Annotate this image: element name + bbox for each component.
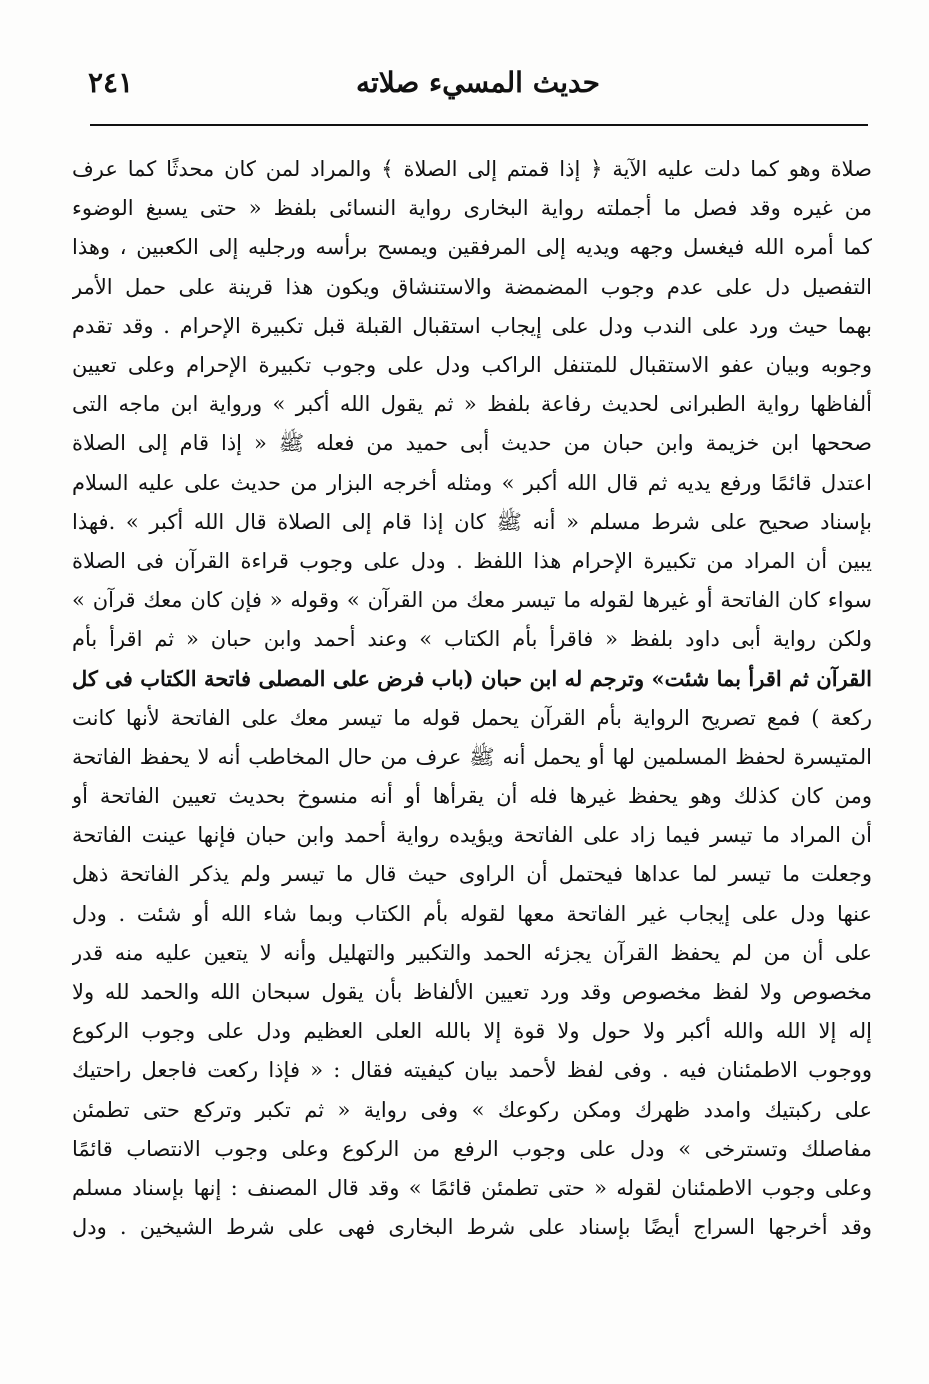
- text-line: على ركبتيك وامدد ظهرك ومكن ركوعك » وفى رواية « ثم تكبر وتركع حتى تطمئن: [72, 1097, 872, 1122]
- text-line: على أن من لم يحفظ القرآن يجزئه الحمد والتكبير والتهليل وأنه لا يتعين عليه منه قدر: [72, 940, 872, 965]
- text-line: مفاصلك وتسترخى » ودل على وجوب الرفع من الركوع وعلى وجوب الانتصاب قائمًا: [72, 1136, 872, 1161]
- text-line: بهما حيث ورد على الندب ودل على إيجاب استقبال القبلة قبل تكبيرة الإحرام . وقد تقدم: [72, 313, 872, 338]
- text-line: عنها ودل على إيجاب غير الفاتحة معها لقوله بأم الكتاب وبما شاء الله أو شئت . ودل: [72, 901, 872, 926]
- text-line: القرآن ثم اقرأ بما شئت» وترجم له ابن حبان (باب فرض على المصلى فاتحة الكتاب فى كل: [72, 666, 872, 692]
- text-line: ركعة ) فمع تصريح الرواية بأم القرآن يحمل قوله ما تيسر معك على الفاتحة لأنها كانت: [72, 705, 872, 730]
- text-line: إله إلا الله والله أكبر ولا حول ولا قوة إلا بالله العلى العظيم ودل على وجوب الركوع: [72, 1019, 872, 1044]
- running-title: حديث المسيء صلاته: [355, 66, 600, 99]
- text-line: ولكن رواية أبى داود بلفظ « فاقرأ بأم الكتاب » وعند أحمد وابن حبان « ثم اقرأ بأم: [72, 627, 872, 652]
- text-line: سواء كان الفاتحة أو غيرها لقوله ما تيسر معك من القرآن » وقوله « فإن كان معك قرآن »: [72, 588, 872, 613]
- text-line: ومن كان كذلك وهو يحفظ غيرها فله أن يقرأها أو أنه منسوخ بحديث تعيين الفاتحة أو: [72, 784, 872, 808]
- text-line: من غيره وقد فصل ما أجملته رواية البخارى رواية النسائى بلفظ « حتى يسبغ الوضوء: [72, 196, 872, 221]
- text-line: مخصوص ولا لفظ مخصوص وقد ورد تعيين الألفاظ بأن يقول سبحان الله والحمد لله ولا: [72, 979, 872, 1004]
- text-line: وجوبه وبيان عفو الاستقبال للمتنفل الراكب ودل على وجوب تكبيرة الإحرام وعلى تعيين: [72, 352, 872, 377]
- text-line: يبين أن المراد من تكبيرة الإحرام هذا اللفظ . ودل على وجوب قراءة القرآن فى الصلاة: [72, 548, 872, 573]
- text-line: صلاة وهو كما دلت عليه الآية ﴿ إذا قمتم إلى الصلاة ﴾ والمراد لمن كان محدثًا كما عرف: [72, 157, 872, 181]
- body-text: [72, 150, 872, 1247]
- text-line: وعلى وجوب الاطمئنان لقوله « حتى تطمئن قائمًا » وقد قال المصنف : إنها بإسناد مسلم: [72, 1175, 872, 1200]
- text-line: وجعلت ما تيسر لما عداها فيحتمل أن الراوى حيث قال ما تيسر ولم يذكر الفاتحة ذهل: [72, 862, 872, 887]
- text-line: أن المراد ما تيسر فيما زاد على الفاتحة ويؤيده رواية أحمد وابن حبان فإنها عينت الفاتحة: [72, 823, 872, 848]
- text-line: اعتدل قائمًا ورفع يديه ثم قال الله أكبر » ومثله أخرجه البزار من حديث على عليه السلام: [72, 470, 872, 495]
- page-number: ٢٤١: [88, 66, 134, 99]
- text-line: ألفاظها رواية الطبرانى لحديث رفاعة بلفظ « ثم يقول الله أكبر » ورواية ابن ماجه التى: [72, 392, 872, 417]
- text-line: كما أمره الله فيغسل وجهه ويديه إلى المرفقين ويمسح برأسه ورجليه إلى الكعبين ، وهذا: [72, 235, 872, 260]
- text-line: بإسناد صحيح على شرط مسلم « أنه ﷺ كان إذا قام إلى الصلاة قال الله أكبر » .فهذا: [72, 509, 872, 534]
- text-line: التفصيل دل على عدم وجوب المضمضة والاستنشاق ويكون هذا قرينة على حمل الأمر: [72, 274, 872, 299]
- text-line: ووجوب الاطمئنان فيه . وفى لفظ لأحمد بيان كيفيته فقال : « فإذا ركعت فاجعل راحتيك: [72, 1058, 872, 1083]
- text-line: وقد أخرجها السراج أيضًا بإسناد على شرط البخارى فهى على شرط الشيخين . ودل: [72, 1215, 872, 1240]
- text-line: صححها ابن خزيمة وابن حبان من حديث أبى حميد من فعله ﷺ « إذا قام إلى الصلاة: [72, 431, 872, 456]
- page-header: [80, 60, 870, 110]
- text-line: المتيسرة لحفظ المسلمين لها أو يحمل أنه ﷺ عرف من حال المخاطب أنه لا يحفظ الفاتحة: [72, 744, 872, 769]
- header-rule: [90, 124, 868, 126]
